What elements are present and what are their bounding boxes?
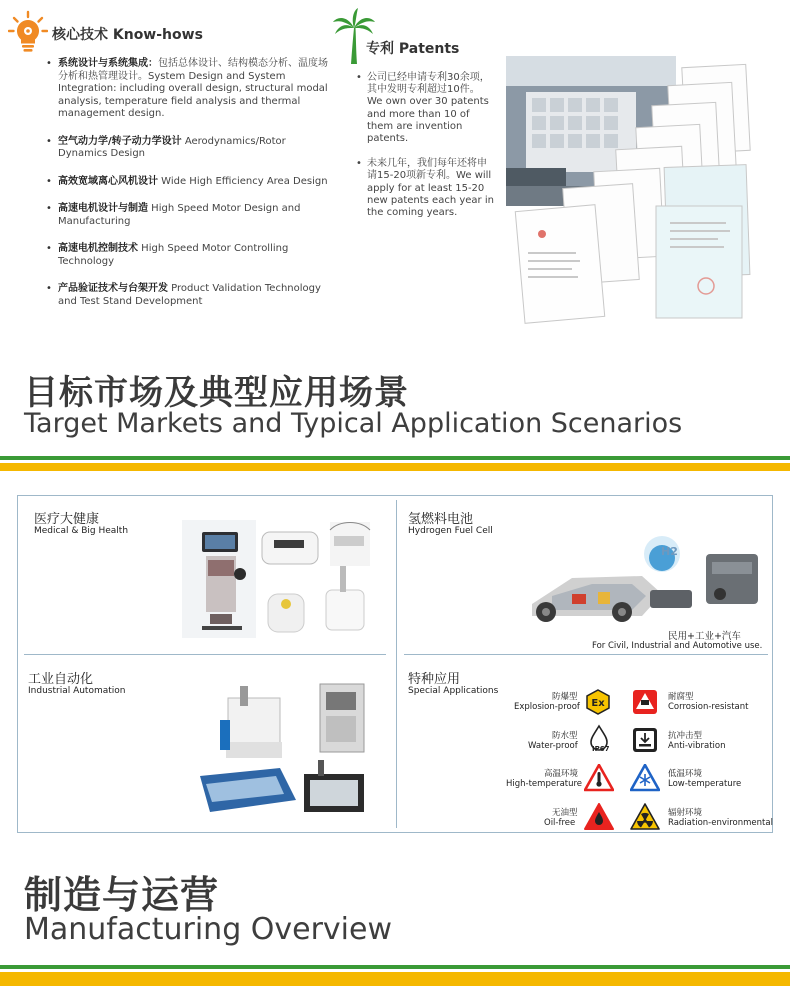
special-item-en: Water-proof [528, 741, 578, 751]
special-item-en: Oil-free [544, 818, 576, 828]
special-item-zh: 低温环境 [668, 769, 703, 779]
special-item-en: Explosion-proof [514, 702, 580, 712]
panel-divider [404, 654, 768, 655]
knowhow-item: • 系统设计与系统集成：包括总体设计、结构模态分析、温度场分析和热管理设计。System Design and System Integration: including overall design, structural modal analysis, temperature field analysis and thermal management design. [46, 58, 336, 121]
manufacturing-title-zh: 制造与运营 [24, 873, 220, 917]
knowhow-item: • 高效宽域离心风机设计 Wide High Efficiency Area Design [46, 176, 336, 189]
industrial-equipment-image [200, 680, 380, 830]
markets-title-zh: 目标市场及典型应用场景 [24, 373, 409, 413]
special-title-zh: 特种应用 [408, 672, 461, 687]
divider-stripe [0, 456, 790, 471]
knowhow-item: • 空气动力学/转子动力学设计 Aerodynamics/Rotor Dynamics Design [46, 136, 336, 161]
divider-stripe [0, 965, 790, 986]
radiation-icon [630, 803, 660, 831]
special-item-zh: 辐射环境 [668, 808, 703, 818]
medical-title-en: Medical & Big Health [34, 526, 129, 536]
special-item-zh: 耐腐型 [668, 692, 694, 702]
hydrogen-title-zh: 氢燃料电池 [408, 512, 474, 527]
medical-devices-image [180, 520, 380, 638]
special-item-en: High-temperature [506, 779, 583, 789]
anti-vibration-icon [632, 727, 658, 753]
special-item-zh: 防水型 [552, 731, 578, 741]
special-title-en: Special Applications [408, 686, 499, 696]
panel-divider [396, 500, 397, 828]
markets-title-en: Target Markets and Typical Application Scenarios [24, 408, 683, 439]
h2-label: H2 [661, 545, 678, 558]
special-item-zh: 高温环境 [544, 769, 579, 779]
ip67-badge: IP67 [592, 745, 610, 753]
fuel-cell-vehicles-image [512, 534, 768, 626]
patent-item: • 公司已经申请专利30余项，其中发明专利超过10件。We own over 30 patents and more than 10 of them are invention patents. [356, 72, 494, 145]
special-item-en: Low-temperature [668, 779, 742, 789]
high-temperature-icon [584, 764, 614, 792]
special-item-en: Anti-vibration [668, 741, 726, 751]
special-item-zh: 防爆型 [552, 692, 578, 702]
industrial-title-zh: 工业自动化 [28, 672, 94, 687]
special-item-zh: 无油型 [552, 808, 578, 818]
manufacturing-title-en: Manufacturing Overview [24, 912, 393, 947]
special-item-zh: 抗冲击型 [668, 731, 703, 741]
lightbulb-gear-icon [8, 10, 48, 54]
explosion-proof-icon [585, 689, 611, 715]
patents-list [356, 72, 494, 232]
civil-use-zh: 民用+工业+汽车 [668, 631, 741, 642]
hydrogen-title-en: Hydrogen Fuel Cell [408, 526, 493, 536]
oil-free-icon [584, 803, 614, 831]
knowhow-item: • 高速电机设计与制造 High Speed Motor Design and Manufacturing [46, 203, 336, 228]
knowhow-item: • 产品验证技术与台架开发 Product Validation Technology and Test Stand Development [46, 283, 336, 308]
special-item-en: Corrosion-resistant [668, 702, 749, 712]
panel-divider [24, 654, 386, 655]
corrosion-icon [632, 689, 658, 715]
knowhow-item: • 高速电机控制技术 High Speed Motor Controlling Technology [46, 243, 336, 268]
patents-title: 专利 Patents [366, 41, 460, 57]
civil-use-en: For Civil, Industrial and Automotive use. [592, 641, 763, 651]
svg-text:Ex: Ex [591, 698, 605, 709]
medical-title-zh: 医疗大健康 [34, 512, 100, 527]
low-temperature-icon [630, 764, 660, 792]
special-item-en: Radiation-environmental [668, 818, 773, 828]
knowhows-list [46, 58, 336, 323]
knowhows-title: 核心技术 Know-hows [52, 27, 203, 43]
industrial-title-en: Industrial Automation [28, 686, 126, 696]
patent-certificates-image [506, 56, 784, 342]
patent-item: • 未来几年，我们每年还将申请15-20项新专利。We will apply for at least 15-20 new patents each year in the coming years. [356, 158, 494, 219]
